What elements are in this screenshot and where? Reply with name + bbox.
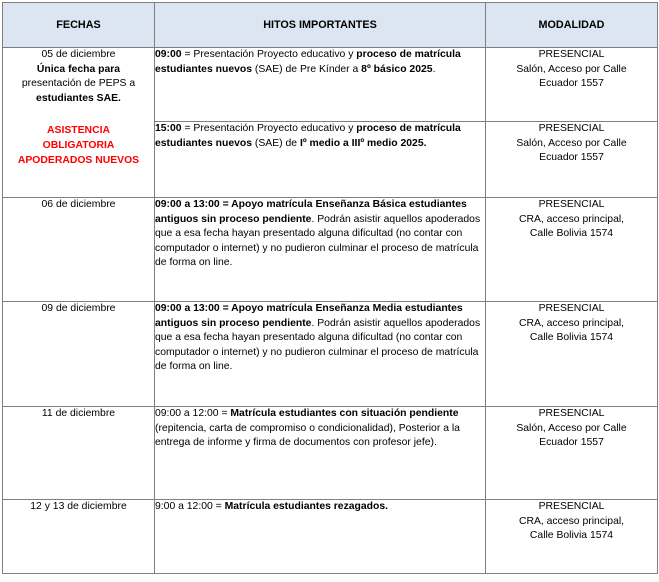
modality-type: PRESENCIAL xyxy=(538,408,605,419)
milestone-text: = Presentación Proyecto educativo y xyxy=(181,49,357,60)
milestone-time: 15:00 xyxy=(155,123,182,134)
date-note-text: presentación de PEPS a xyxy=(21,78,136,90)
header-modalidad: MODALIDAD xyxy=(486,3,658,48)
table-row xyxy=(3,407,658,500)
milestone-bold: 09:00 a 13:00 = Apoyo matrícula Enseñanza Básica estudiantes antiguos sin proceso pendiente xyxy=(155,199,467,225)
table-row xyxy=(3,48,658,122)
milestone-time: 09:00 a 12:00 = xyxy=(155,408,231,419)
date-note-bold: estudiantes SAE. xyxy=(36,92,121,104)
milestone-bold: proceso de matrícula estudiantes nuevos xyxy=(155,49,461,75)
date-text: 12 y 13 de diciembre xyxy=(30,501,127,512)
modality-address: Ecuador 1557 xyxy=(539,152,604,164)
date-cell xyxy=(3,500,155,574)
milestone-text: (repitencia, carta de compromiso o condicionalidad), Posterior a la entrega de informe y firma de documentos con profesor jefe). xyxy=(155,422,460,449)
modality-place: Salón, Acceso por Calle xyxy=(516,63,627,75)
milestone-text: . Podrán asistir aquellos apoderados que a esa fecha hayan presentado alguna dificultad (no contar con computador o internet) y no pudieron culminar el proceso de matrícula de forma on line. xyxy=(155,317,481,373)
modality-address: Ecuador 1557 xyxy=(539,437,604,449)
modality-type: PRESENCIAL xyxy=(538,49,605,60)
header-row xyxy=(3,3,658,48)
modality-cell xyxy=(486,48,658,122)
date-text: 06 de diciembre xyxy=(41,199,116,210)
milestone-text: (SAE) de Pre Kínder a xyxy=(252,63,362,75)
modality-address: Calle Bolivia 1574 xyxy=(529,530,614,542)
modality-address: Ecuador 1557 xyxy=(539,78,604,90)
date-text: 11 de diciembre xyxy=(41,408,116,419)
milestone-text: . Podrán asistir aquellos apoderados que a esa fecha hayan presentado alguna dificultad (no contar con computador o internet) y no pudieron culminar el proceso de matrícula de forma on line. xyxy=(155,213,481,269)
modality-cell xyxy=(486,407,658,500)
milestone-cell xyxy=(155,500,486,574)
milestone-cell xyxy=(155,122,486,198)
attendance-warning: APODERADOS NUEVOS xyxy=(17,154,140,166)
modality-cell xyxy=(486,302,658,407)
date-cell xyxy=(3,302,155,407)
date-text: 09 de diciembre xyxy=(41,303,116,314)
milestone-cell xyxy=(155,302,486,407)
modality-cell xyxy=(486,198,658,302)
modality-type: PRESENCIAL xyxy=(538,501,605,512)
milestone-cell xyxy=(155,198,486,302)
date-cell xyxy=(3,198,155,302)
milestone-bold: Iº medio a IIIº medio 2025. xyxy=(299,137,427,149)
modality-type: PRESENCIAL xyxy=(538,123,605,134)
milestone-bold: 8º básico 2025 xyxy=(361,63,433,75)
milestone-bold: 09:00 a 13:00 = Apoyo matrícula Enseñanza Media estudiantes antiguos sin proceso pendiente xyxy=(155,303,463,329)
attendance-warning: OBLIGATORIA xyxy=(42,139,115,151)
modality-place: CRA, acceso principal, xyxy=(518,213,625,225)
attendance-warning: ASISTENCIA xyxy=(47,125,110,137)
milestone-text: = Presentación Proyecto educativo y xyxy=(181,123,357,134)
modality-place: CRA, acceso principal, xyxy=(518,515,625,527)
date-cell xyxy=(3,407,155,500)
modality-address: Calle Bolivia 1574 xyxy=(529,228,614,240)
modality-cell xyxy=(486,500,658,574)
table-row xyxy=(3,302,658,407)
milestone-bold: proceso de matrícula estudiantes nuevos xyxy=(155,123,461,149)
modality-place: Salón, Acceso por Calle xyxy=(516,137,627,149)
modality-type: PRESENCIAL xyxy=(538,199,605,210)
header-fechas: FECHAS xyxy=(3,3,155,48)
modality-type: PRESENCIAL xyxy=(538,303,605,314)
modality-cell xyxy=(486,122,658,198)
milestone-bold: Matrícula estudiantes rezagados. xyxy=(224,501,389,512)
table-row xyxy=(3,500,658,574)
milestone-text: . xyxy=(432,63,436,75)
milestone-text: (SAE) de xyxy=(252,137,300,149)
milestone-bold: Matrícula estudiantes con situación pendiente xyxy=(230,408,459,419)
milestone-time: 09:00 xyxy=(155,49,182,60)
modality-address: Calle Bolivia 1574 xyxy=(529,332,614,344)
milestone-time: 9:00 a 12:00 = xyxy=(155,501,225,512)
schedule-table xyxy=(2,2,658,574)
date-text: 05 de diciembre xyxy=(41,49,116,60)
table-row xyxy=(3,198,658,302)
milestone-cell xyxy=(155,48,486,122)
header-hitos: HITOS IMPORTANTES xyxy=(155,3,486,48)
milestone-cell xyxy=(155,407,486,500)
modality-place: Salón, Acceso por Calle xyxy=(516,422,627,434)
date-cell xyxy=(3,48,155,198)
modality-place: CRA, acceso principal, xyxy=(518,317,625,329)
date-note-bold: Única fecha para xyxy=(36,63,121,75)
